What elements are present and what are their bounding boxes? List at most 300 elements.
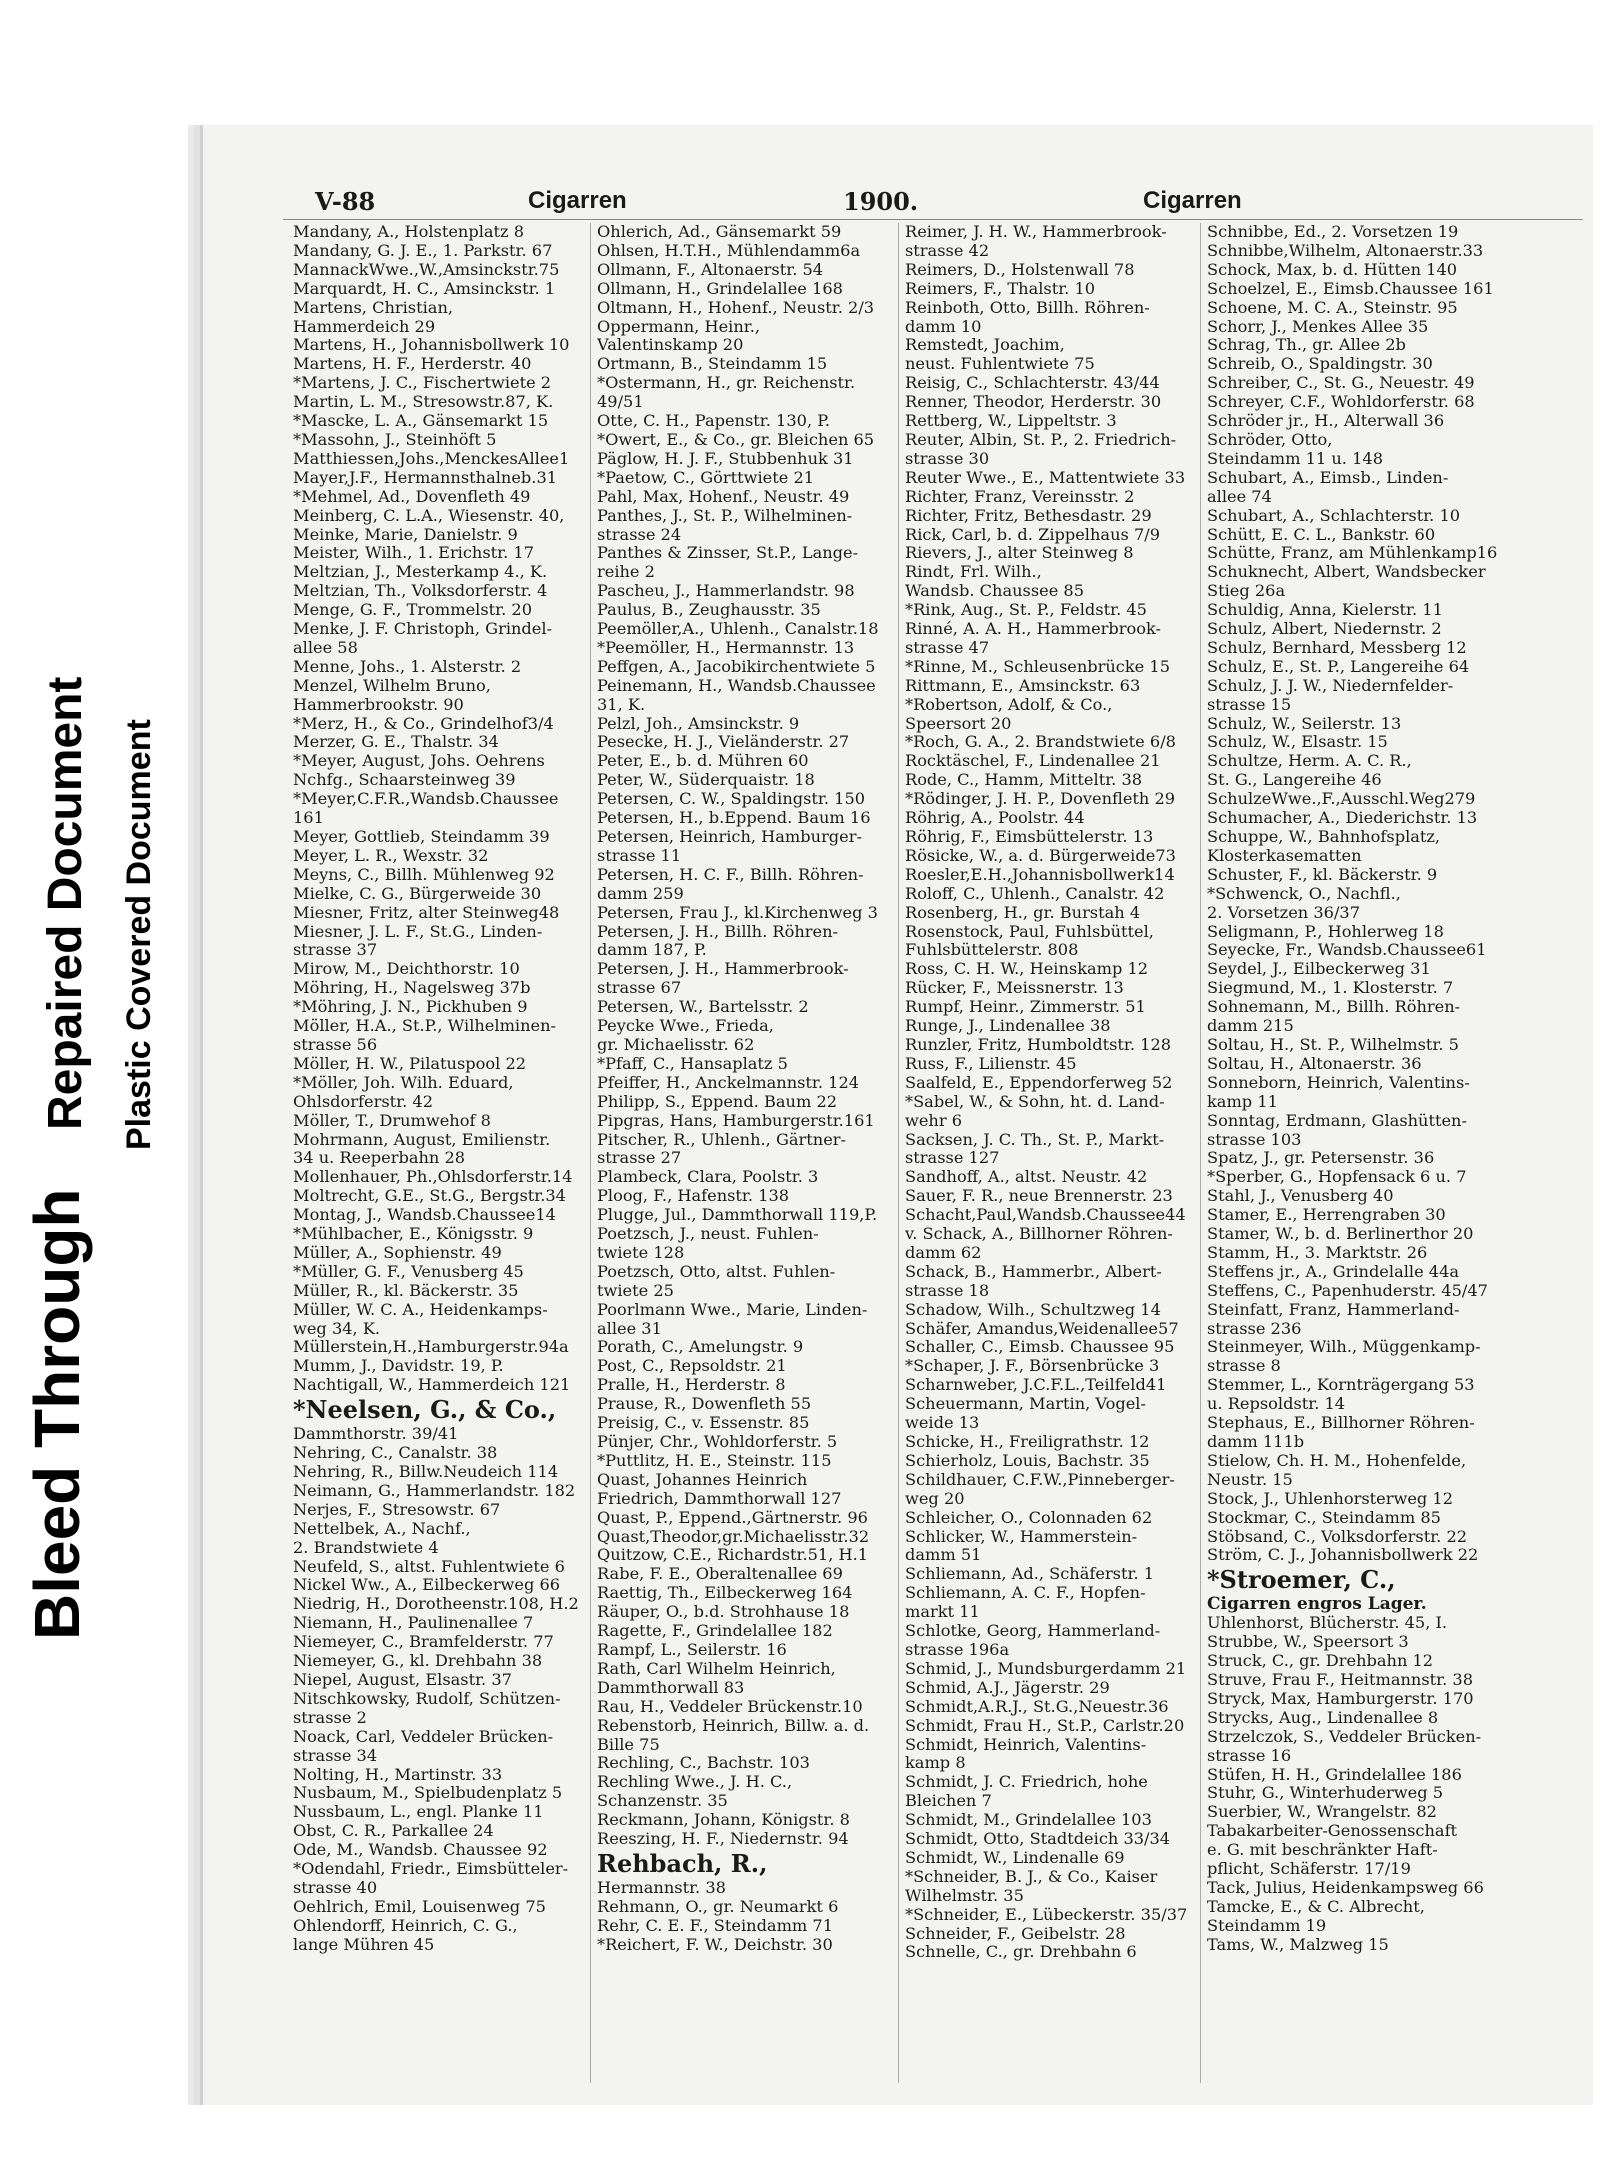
directory-entry: Ohlsen, H.T.H., Mühlendamm6a xyxy=(597,241,861,260)
column-4 xyxy=(1200,223,1507,2083)
directory-entry: Rittmann, E., Amsinckstr. 63 xyxy=(905,676,1141,695)
directory-entry: twiete 128 xyxy=(597,1243,685,1262)
directory-entry: Steffens, C., Papenhuderstr. 45/47 xyxy=(1207,1281,1488,1300)
directory-entry: Rode, C., Hamm, Mitteltr. 38 xyxy=(905,771,1143,790)
directory-entry: Stemmer, L., Kornträgergang 53 xyxy=(1207,1376,1475,1395)
directory-entry: Steinfatt, Franz, Hammerland- xyxy=(1207,1300,1460,1319)
bleed-through-label: Bleed Through xyxy=(21,1188,93,1640)
directory-entry: strasse 34 xyxy=(293,1746,378,1765)
directory-entry: Spatz, J., gr. Petersenstr. 36 xyxy=(1207,1149,1435,1168)
directory-entry: *Mehmel, Ad., Dovenfleth 49 xyxy=(293,487,531,506)
directory-entry: Richter, Franz, Vereinsstr. 2 xyxy=(905,487,1135,506)
directory-entry: Meltzian, Th., Volksdorferstr. 4 xyxy=(293,582,548,601)
directory-entry: Mirow, M., Deichthorstr. 10 xyxy=(293,960,520,979)
directory-entry: Stamm, H., 3. Marktstr. 26 xyxy=(1207,1243,1428,1262)
column-2 xyxy=(590,223,892,2083)
directory-entry: *Massohn, J., Steinhöft 5 xyxy=(293,430,497,449)
directory-entry: Tack, Julius, Heidenkampsweg 66 xyxy=(1207,1878,1484,1897)
directory-entry: *Sabel, W., & Sohn, ht. d. Land- xyxy=(905,1092,1165,1111)
directory-entry: damm 62 xyxy=(905,1243,982,1262)
plastic-covered-label: Plastic Covered Document xyxy=(120,719,158,1150)
directory-entry: Petersen, C. W., Spaldingstr. 150 xyxy=(597,790,866,809)
directory-entry: Schmidt, Frau H., St.P., Carlstr.20 xyxy=(905,1716,1185,1735)
directory-entry: strasse 37 xyxy=(293,941,378,960)
directory-entry: Schnibbe, Ed., 2. Vorsetzen 19 xyxy=(1207,223,1459,241)
repaired-document-label: Repaired Document xyxy=(39,676,92,1130)
directory-entry: Schnibbe,Wilhelm, Altonaerstr.33 xyxy=(1207,241,1484,260)
directory-entry: Seligmann, P., Hohlerweg 18 xyxy=(1207,922,1444,941)
directory-entry: Schmidt, W., Lindenalle 69 xyxy=(905,1848,1125,1867)
directory-entry: Rettberg, W., Lippeltstr. 3 xyxy=(905,412,1117,431)
directory-entry: Rebenstorb, Heinrich, Billw. a. d. xyxy=(597,1716,870,1735)
directory-entry: Nickel Ww., A., Eilbeckerweg 66 xyxy=(293,1576,561,1595)
directory-entry: Schorr, J., Menkes Allee 35 xyxy=(1207,317,1429,336)
directory-entry: Plugge, Jul., Dammthorwall 119,P. xyxy=(597,1206,878,1225)
directory-entry: SchulzeWwe.,F.,Ausschl.Weg279 xyxy=(1207,790,1476,809)
directory-entry: Müllerstein,H.,Hamburgerstr.94a xyxy=(293,1338,569,1357)
directory-entry: Pesecke, H. J., Vieländerstr. 27 xyxy=(597,733,850,752)
directory-entry: strasse 11 xyxy=(597,846,682,865)
directory-entry: Martin, L. M., Stresowstr.87, K. xyxy=(293,393,554,412)
directory-entry: Peter, E., b. d. Mühren 60 xyxy=(597,752,809,771)
directory-entry: Merzer, G. E., Thalstr. 34 xyxy=(293,733,499,752)
directory-entry: Rechling Wwe., J. H. C., xyxy=(597,1773,793,1792)
directory-entry: Petersen, H. C. F., Billh. Röhren- xyxy=(597,865,864,884)
directory-entry: Obst, C. R., Parkallee 24 xyxy=(293,1822,494,1841)
directory-entry: Dammthorwall 83 xyxy=(597,1678,745,1697)
directory-entry: Hammerdeich 29 xyxy=(293,317,436,336)
directory-entry: wehr 6 xyxy=(905,1111,963,1130)
directory-entry: Rath, Carl Wilhelm Heinrich, xyxy=(597,1659,836,1678)
directory-entry: Roesler,E.H.,Johannisbollwerk14 xyxy=(905,865,1175,884)
directory-entry: Niepel, August, Elsastr. 37 xyxy=(293,1670,512,1689)
directory-entry: *Mühlbacher, E., Königsstr. 9 xyxy=(293,1225,534,1244)
directory-columns xyxy=(283,223,1583,2083)
column-1 xyxy=(291,223,588,2083)
directory-entry: allee 58 xyxy=(293,638,358,657)
directory-entry: weide 13 xyxy=(905,1414,980,1433)
directory-entry: Nitschkowsky, Rudolf, Schützen- xyxy=(293,1689,561,1708)
directory-page xyxy=(200,125,1593,2105)
directory-entry: Möller, H.A., St.P., Wilhelminen- xyxy=(293,1017,556,1036)
directory-entry: Möller, T., Drumwehof 8 xyxy=(293,1111,491,1130)
directory-entry: Sonntag, Erdmann, Glashütten- xyxy=(1207,1111,1467,1130)
directory-entry: strasse 42 xyxy=(905,241,990,260)
directory-entry: Klosterkasematten xyxy=(1207,846,1362,865)
directory-entry: Reimers, D., Holstenwall 78 xyxy=(905,260,1135,279)
directory-entry: Martens, H., Johannisbollwerk 10 xyxy=(293,336,570,355)
directory-entry: Petersen, H., b.Eppend. Baum 16 xyxy=(597,809,871,828)
directory-entry: kamp 11 xyxy=(1207,1092,1278,1111)
directory-entry: gr. Michaelisstr. 62 xyxy=(597,1035,755,1054)
directory-entry: Müller, A., Sophienstr. 49 xyxy=(293,1243,502,1262)
directory-entry: Rumpf, Heinr., Zimmerstr. 51 xyxy=(905,998,1146,1017)
directory-entry: Preisig, C., v. Essenstr. 85 xyxy=(597,1414,810,1433)
directory-entry: Pahl, Max, Hohenf., Neustr. 49 xyxy=(597,487,850,506)
directory-entry: Rinné, A. A. H., Hammerbrook- xyxy=(905,620,1161,639)
directory-entry: Müller, W. C. A., Heidenkamps- xyxy=(293,1300,548,1319)
directory-entry: Seyecke, Fr., Wandsb.Chaussee61 xyxy=(1207,941,1487,960)
directory-entry: Schleicher, O., Colonnaden 62 xyxy=(905,1508,1153,1527)
directory-entry: Matthiessen,Johs.,MenckesAllee1 xyxy=(293,449,570,468)
directory-entry: 2. Brandstwiete 4 xyxy=(293,1538,439,1557)
directory-entry: *Müller, G. F., Venusberg 45 xyxy=(293,1262,524,1281)
category-right: Cigarren xyxy=(1143,187,1242,214)
directory-entry: Saalfeld, E., Eppendorferweg 52 xyxy=(905,1073,1173,1092)
directory-entry: Scharnweber, J.C.F.L.,Teilfeld41 xyxy=(905,1376,1167,1395)
directory-entry: strasse 24 xyxy=(597,525,682,544)
directory-entry: Nchfg., Schaarsteinweg 39 xyxy=(293,771,516,790)
directory-entry: Schubart, A., Schlachterstr. 10 xyxy=(1207,506,1461,525)
directory-entry: Remstedt, Joachim, xyxy=(905,336,1065,355)
directory-entry: Schubart, A., Eimsb., Linden- xyxy=(1207,468,1449,487)
directory-entry: Runge, J., Lindenallee 38 xyxy=(905,1017,1111,1036)
directory-entry: Reinboth, Otto, Billh. Röhren- xyxy=(905,298,1150,317)
directory-entry: Scheuermann, Martin, Vogel- xyxy=(905,1395,1146,1414)
directory-entry: 31, K. xyxy=(597,695,646,714)
directory-entry: *Schneider, B. J., & Co., Kaiser xyxy=(905,1867,1158,1886)
directory-entry: Ohlendorff, Heinrich, C. G., xyxy=(293,1916,518,1935)
directory-entry: Meinberg, C. L.A., Wiesenstr. 40, xyxy=(293,506,565,525)
directory-entry: Rosenstock, Paul, Fuhlsbüttel, xyxy=(905,922,1154,941)
directory-entry: Peinemann, H., Wandsb.Chaussee xyxy=(597,676,876,695)
directory-entry: Schütt, E. C. L., Bankstr. 60 xyxy=(1207,525,1436,544)
directory-entry: Otte, C. H., Papenstr. 130, P. xyxy=(597,412,830,431)
directory-entry: *Odendahl, Friedr., Eimsbütteler- xyxy=(293,1860,569,1879)
directory-entry: Ohlerich, Ad., Gänsemarkt 59 xyxy=(597,223,842,241)
directory-entry: Nehring, C., Canalstr. 38 xyxy=(293,1444,498,1463)
directory-entry: Mayer,J.F., Hermannsthalneb.31 xyxy=(293,468,558,487)
directory-entry: Stamer, W., b. d. Berlinerthor 20 xyxy=(1207,1225,1474,1244)
directory-entry: Reckmann, Johann, Königstr. 8 xyxy=(597,1811,850,1830)
directory-entry: Russ, F., Lilienstr. 45 xyxy=(905,1054,1077,1073)
directory-entry: Mollenhauer, Ph.,Ohlsdorferstr.14 xyxy=(293,1168,573,1187)
directory-entry: Reisig, C., Schlachterstr. 43/44 xyxy=(905,374,1160,393)
directory-entry: Petersen, W., Bartelsstr. 2 xyxy=(597,998,809,1017)
directory-entry: Roloff, C., Uhlenh., Canalstr. 42 xyxy=(905,884,1165,903)
directory-entry: Peycke Wwe., Frieda, xyxy=(597,1017,774,1036)
directory-entry: Moltrecht, G.E., St.G., Bergstr.34 xyxy=(293,1187,566,1206)
directory-entry: *Rinne, M., Schleusenbrücke 15 xyxy=(905,657,1170,676)
directory-entry: MannackWwe.,W.,Amsinckstr.75 xyxy=(293,260,560,279)
directory-entry: Schneider, F., Geibelstr. 28 xyxy=(905,1924,1126,1943)
directory-entry: Schulz, W., Seilerstr. 13 xyxy=(1207,714,1402,733)
directory-entry: *Sperber, G., Hopfensack 6 u. 7 xyxy=(1207,1168,1467,1187)
directory-entry: *Martens, J. C., Fischertwiete 2 xyxy=(293,374,552,393)
directory-entry: Nerjes, F., Stresowstr. 67 xyxy=(293,1500,501,1519)
directory-entry: Schmid, A.J., Jägerstr. 29 xyxy=(905,1678,1110,1697)
directory-entry: strasse 15 xyxy=(1207,695,1292,714)
directory-entry: damm 259 xyxy=(597,884,684,903)
directory-entry: Schultze, Herm. A. C. R., xyxy=(1207,752,1412,771)
directory-entry: Schmid, J., Mundsburgerdamm 21 xyxy=(905,1659,1187,1678)
directory-entry: Stüfen, H. H., Grindelallee 186 xyxy=(1207,1765,1462,1784)
directory-entry: e. G. mit beschränkter Haft- xyxy=(1207,1841,1438,1860)
directory-entry: Pünjer, Chr., Wohldorferstr. 5 xyxy=(597,1433,838,1451)
scan-annotation-sidebar xyxy=(0,0,180,2177)
directory-entry: lange Mühren 45 xyxy=(293,1935,435,1954)
directory-entry: Meyns, C., Billh. Mühlenweg 92 xyxy=(293,865,555,884)
directory-entry: Neustr. 15 xyxy=(1207,1470,1293,1489)
directory-entry: Schmidt, J. C. Friedrich, hohe xyxy=(905,1773,1148,1792)
directory-entry: Schütte, Franz, am Mühlenkamp16 xyxy=(1207,544,1498,563)
directory-entry: strasse 8 xyxy=(1207,1357,1281,1376)
directory-entry: Sauer, F. R., neue Brennerstr. 23 xyxy=(905,1187,1173,1206)
directory-entry: Mandany, G. J. E., 1. Parkstr. 67 xyxy=(293,241,553,260)
directory-entry: Panthes, J., St. P., Wilhelminen- xyxy=(597,506,853,525)
directory-entry: Röhrig, F., Eimsbüttelerstr. 13 xyxy=(905,828,1154,846)
directory-entry: Pitscher, R., Uhlenh., Gärtner- xyxy=(597,1130,846,1149)
directory-entry: Montag, J., Wandsb.Chaussee14 xyxy=(293,1206,556,1225)
directory-entry: Menzel, Wilhelm Bruno, xyxy=(293,676,491,695)
directory-entry: Schmidt,A.R.J., St.G.,Neuestr.36 xyxy=(905,1697,1169,1716)
directory-entry: Strzelczok, S., Veddeler Brücken- xyxy=(1207,1727,1482,1746)
directory-entry: *Merz, H., & Co., Grindelhof3/4 xyxy=(293,714,554,733)
directory-entry: Schulz, E., St. P., Langereihe 64 xyxy=(1207,657,1470,676)
directory-entry: Reuter Wwe., E., Mattentwiete 33 xyxy=(905,468,1186,487)
directory-entry: strasse 30 xyxy=(905,449,990,468)
directory-entry: damm 111b xyxy=(1207,1433,1305,1451)
directory-entry: Stamer, E., Herrengraben 30 xyxy=(1207,1206,1446,1225)
directory-entry: Schröder jr., H., Alterwall 36 xyxy=(1207,412,1445,431)
directory-entry: Schulz, W., Elsastr. 15 xyxy=(1207,733,1388,752)
directory-entry: Rehr, C. E. F., Steindamm 71 xyxy=(597,1916,834,1935)
directory-entry: Quast, Johannes Heinrich xyxy=(597,1470,808,1489)
directory-entry: Rösicke, W., a. d. Bürgerweide73 xyxy=(905,846,1176,865)
directory-entry: Schoene, M. C. A., Steinstr. 95 xyxy=(1207,298,1458,317)
directory-entry: damm 215 xyxy=(1207,1017,1294,1036)
directory-entry: Rampf, L., Seilerstr. 16 xyxy=(597,1640,787,1659)
directory-entry: Mandany, A., Holstenplatz 8 xyxy=(293,223,525,241)
directory-entry: Schreiber, C., St. G., Neuestr. 49 xyxy=(1207,374,1475,393)
directory-entry: allee 31 xyxy=(597,1319,662,1338)
directory-entry: *Owert, E., & Co., gr. Bleichen 65 xyxy=(597,430,875,449)
directory-entry: Stieg 26a xyxy=(1207,582,1286,601)
directory-entry: strasse 56 xyxy=(293,1035,378,1054)
directory-entry: Schröder, Otto, xyxy=(1207,430,1333,449)
directory-entry: Steindamm 19 xyxy=(1207,1916,1327,1935)
directory-entry: Valentinskamp 20 xyxy=(597,336,744,355)
directory-entry: Steinmeyer, Wilh., Müggenkamp- xyxy=(1207,1338,1481,1357)
directory-entry: Ode, M., Wandsb. Chaussee 92 xyxy=(293,1841,548,1860)
directory-entry: Struck, C., gr. Drehbahn 12 xyxy=(1207,1652,1434,1671)
directory-entry: Suerbier, W., Wrangelstr. 82 xyxy=(1207,1803,1437,1822)
page-header xyxy=(283,183,1583,220)
directory-entry: Schulz, Albert, Niedernstr. 2 xyxy=(1207,620,1442,639)
directory-entry: Stielow, Ch. H. M., Hohenfelde, xyxy=(1207,1451,1467,1470)
directory-entry: strasse 18 xyxy=(905,1281,990,1300)
directory-entry: markt 11 xyxy=(905,1603,980,1622)
directory-entry: Rau, H., Veddeler Brückenstr.10 xyxy=(597,1697,863,1716)
directory-entry: Rocktäschel, F., Lindenallee 21 xyxy=(905,752,1161,771)
directory-entry: damm 51 xyxy=(905,1546,982,1565)
directory-entry: Menne, Johs., 1. Alsterstr. 2 xyxy=(293,657,522,676)
directory-entry: Plambeck, Clara, Poolstr. 3 xyxy=(597,1168,819,1187)
directory-entry: *Möller, Joh. Wilh. Eduard, xyxy=(293,1073,514,1092)
column-3 xyxy=(898,223,1200,2083)
directory-entry: 34 u. Reeperbahn 28 xyxy=(293,1149,466,1168)
directory-entry: Ragette, F., Grindelallee 182 xyxy=(597,1622,833,1641)
directory-entry: Stahl, J., Venusberg 40 xyxy=(1207,1187,1394,1206)
directory-entry: Schulz, Bernhard, Messberg 12 xyxy=(1207,638,1467,657)
directory-entry: Cigarren engros Lager. xyxy=(1207,1595,1427,1615)
directory-entry: Poetzsch, Otto, altst. Fuhlen- xyxy=(597,1262,836,1281)
directory-entry: Sohnemann, M., Billh. Röhren- xyxy=(1207,998,1461,1017)
directory-entry: Schliemann, A. C. F., Hopfen- xyxy=(905,1584,1146,1603)
directory-entry: Schaller, C., Eimsb. Chaussee 95 xyxy=(905,1338,1175,1357)
directory-entry: Pfeiffer, H., Anckelmannstr. 124 xyxy=(597,1073,860,1092)
directory-entry: Räuper, O., b.d. Strohhause 18 xyxy=(597,1603,850,1622)
directory-entry: Uhlenhorst, Blücherstr. 45, I. xyxy=(1207,1614,1448,1633)
directory-entry: Friedrich, Dammthorwall 127 xyxy=(597,1489,842,1508)
directory-entry: Peter, W., Süderquaistr. 18 xyxy=(597,771,815,790)
directory-entry: strasse 16 xyxy=(1207,1746,1292,1765)
directory-entry: neust. Fuhlentwiete 75 xyxy=(905,355,1095,374)
directory-entry: St. G., Langereihe 46 xyxy=(1207,771,1382,790)
directory-entry: Nusbaum, M., Spielbudenplatz 5 xyxy=(293,1784,563,1803)
directory-entry: Petersen, J. H., Hammerbrook- xyxy=(597,960,849,979)
directory-entry: Schlotke, Georg, Hammerland- xyxy=(905,1622,1161,1641)
directory-entry: Oltmann, H., Hohenf., Neustr. 2/3 xyxy=(597,298,875,317)
directory-entry: Stephaus, E., Billhorner Röhren- xyxy=(1207,1414,1475,1433)
directory-entry: *Puttlitz, H. E., Steinstr. 115 xyxy=(597,1451,832,1470)
directory-entry: Rehmann, O., gr. Neumarkt 6 xyxy=(597,1897,839,1916)
directory-entry: Nussbaum, L., engl. Planke 11 xyxy=(293,1803,544,1822)
directory-entry: damm 187, P. xyxy=(597,941,707,960)
directory-entry: Oehlrich, Emil, Louisenweg 75 xyxy=(293,1897,546,1916)
directory-entry: Meyer, Gottlieb, Steindamm 39 xyxy=(293,828,550,846)
directory-entry: Rievers, J., alter Steinweg 8 xyxy=(905,544,1134,563)
directory-entry: Poetzsch, J., neust. Fuhlen- xyxy=(597,1225,819,1244)
page-number: V-88 xyxy=(315,187,376,216)
directory-entry: Reeszing, H. F., Niedernstr. 94 xyxy=(597,1830,849,1849)
directory-entry: Mohrmann, August, Emilienstr. xyxy=(293,1130,551,1149)
directory-entry: Porath, C., Amelungstr. 9 xyxy=(597,1338,804,1357)
directory-entry: Martens, H. F., Herderstr. 40 xyxy=(293,355,532,374)
directory-entry: Marquardt, H. C., Amsinckstr. 1 xyxy=(293,279,556,298)
directory-entry: Neufeld, S., altst. Fuhlentwiete 6 xyxy=(293,1557,565,1576)
directory-entry: *Stroemer, C., xyxy=(1207,1565,1396,1595)
directory-entry: Meister, Wilh., 1. Erichstr. 17 xyxy=(293,544,535,563)
directory-entry: Wandsb. Chaussee 85 xyxy=(905,582,1085,601)
directory-entry: Mielke, C. G., Bürgerweide 30 xyxy=(293,884,542,903)
directory-entry: Meltzian, J., Mesterkamp 4., K. xyxy=(293,563,548,582)
directory-entry: Menge, G. F., Trommelstr. 20 xyxy=(293,601,532,620)
directory-entry: weg 34, K. xyxy=(293,1319,381,1338)
directory-entry: *Reichert, F. W., Deichstr. 30 xyxy=(597,1935,833,1954)
directory-entry: kamp 8 xyxy=(905,1754,966,1773)
directory-entry: Niemann, H., Paulinenallee 7 xyxy=(293,1614,534,1633)
directory-entry: Möller, H. W., Pilatuspool 22 xyxy=(293,1054,527,1073)
directory-entry: Pralle, H., Herderstr. 8 xyxy=(597,1376,786,1395)
directory-entry: *Möhring, J. N., Pickhuben 9 xyxy=(293,998,528,1017)
directory-entry: Schierholz, Louis, Bachstr. 35 xyxy=(905,1451,1150,1470)
directory-entry: Schuppe, W., Bahnhofsplatz, xyxy=(1207,828,1441,846)
directory-entry: Poorlmann Wwe., Marie, Linden- xyxy=(597,1300,868,1319)
directory-entry: weg 20 xyxy=(905,1489,965,1508)
directory-entry: strasse 67 xyxy=(597,979,682,998)
directory-entry: Paulus, B., Zeughausstr. 35 xyxy=(597,601,821,620)
directory-entry: Schuster, F., kl. Bäckerstr. 9 xyxy=(1207,865,1438,884)
directory-entry: Ström, C. J., Johannisbollwerk 22 xyxy=(1207,1546,1479,1565)
directory-entry: Schliemann, Ad., Schäferstr. 1 xyxy=(905,1565,1155,1584)
directory-entry: *Pfaff, C., Hansaplatz 5 xyxy=(597,1054,788,1073)
directory-entry: Schacht,Paul,Wandsb.Chaussee44 xyxy=(905,1206,1186,1225)
directory-entry: Rosenberg, H., gr. Burstah 4 xyxy=(905,903,1141,922)
directory-entry: Prause, R., Dowenfleth 55 xyxy=(597,1395,812,1414)
directory-entry: *Meyer, August, Johs. Oehrens xyxy=(293,752,545,771)
directory-entry: Steindamm 11 u. 148 xyxy=(1207,449,1383,468)
directory-entry: Oppermann, Heinr., xyxy=(597,317,761,336)
directory-entry: Soltau, H., St. P., Wilhelmstr. 5 xyxy=(1207,1035,1459,1054)
directory-entry: Rabe, F. E., Oberaltenallee 69 xyxy=(597,1565,843,1584)
directory-entry: Schack, B., Hammerbr., Albert- xyxy=(905,1262,1162,1281)
page-content xyxy=(283,183,1583,2083)
directory-entry: Nolting, H., Martinstr. 33 xyxy=(293,1765,503,1784)
directory-entry: Tabakarbeiter-Genossenschaft xyxy=(1207,1822,1458,1841)
directory-entry: damm 10 xyxy=(905,317,982,336)
directory-entry: Pipgras, Hans, Hamburgerstr.161 xyxy=(597,1111,875,1130)
directory-entry: Reuter, Albin, St. P., 2. Friedrich- xyxy=(905,430,1177,449)
directory-entry: *Mascke, L. A., Gänsemarkt 15 xyxy=(293,412,549,431)
directory-entry: Pascheu, J., Hammerlandstr. 98 xyxy=(597,582,855,601)
directory-entry: Rick, Carl, b. d. Zippelhaus 7/9 xyxy=(905,525,1160,544)
directory-entry: Quast, P., Eppend.,Gärtnerstr. 96 xyxy=(597,1508,868,1527)
directory-entry: strasse 47 xyxy=(905,638,990,657)
directory-entry: Mumm, J., Davidstr. 19, P. xyxy=(293,1357,504,1376)
directory-entry: Schreyer, C.F., Wohldorferstr. 68 xyxy=(1207,393,1475,412)
directory-entry: Miesner, J. L. F., St.G., Linden- xyxy=(293,922,543,941)
directory-entry: Schlicker, W., Hammerstein- xyxy=(905,1527,1138,1546)
directory-entry: Fuhlsbüttelerstr. 808 xyxy=(905,941,1079,960)
directory-entry: *Schneider, E., Lübeckerstr. 35/37 xyxy=(905,1905,1188,1924)
directory-entry: Meinke, Marie, Danielstr. 9 xyxy=(293,525,518,544)
directory-entry: Neimann, G., Hammerlandstr. 182 xyxy=(293,1481,576,1500)
directory-entry: Siegmund, M., 1. Klosterstr. 7 xyxy=(1207,979,1454,998)
directory-entry: strasse 40 xyxy=(293,1878,378,1897)
directory-entry: u. Repsoldstr. 14 xyxy=(1207,1395,1346,1414)
directory-entry: Petersen, J. H., Billh. Röhren- xyxy=(597,922,838,941)
directory-entry: *Rödinger, J. H. P., Dovenfleth 29 xyxy=(905,790,1176,809)
directory-entry: Tamcke, E., & C. Albrecht, xyxy=(1207,1897,1425,1916)
directory-entry: Reimers, F., Thalstr. 10 xyxy=(905,279,1096,298)
directory-entry: Richter, Fritz, Bethesdastr. 29 xyxy=(905,506,1152,525)
directory-entry: Niedrig, H., Dorotheenstr.108, H.2 xyxy=(293,1595,579,1614)
directory-entry: Miesner, Fritz, alter Steinweg48 xyxy=(293,903,560,922)
directory-entry: *Roch, G. A., 2. Brandstwiete 6/8 xyxy=(905,733,1176,752)
directory-entry: Menke, J. F. Christoph, Grindel- xyxy=(293,620,553,639)
directory-entry: Nettelbek, A., Nachf., xyxy=(293,1519,471,1538)
directory-entry: *Schwenck, O., Nachfl., xyxy=(1207,884,1401,903)
directory-entry: Schnelle, C., gr. Drehbahn 6 xyxy=(905,1943,1137,1962)
directory-entry: 2. Vorsetzen 36/37 xyxy=(1207,903,1360,922)
directory-entry: *Rink, Aug., St. P., Feldstr. 45 xyxy=(905,601,1147,620)
directory-entry: *Peemöller, H., Hermannstr. 13 xyxy=(597,638,855,657)
directory-entry: Röhrig, A., Poolstr. 44 xyxy=(905,809,1085,828)
directory-entry: Post, C., Repsoldstr. 21 xyxy=(597,1357,787,1376)
directory-entry: strasse 27 xyxy=(597,1149,682,1168)
directory-entry: *Ostermann, H., gr. Reichenstr. xyxy=(597,374,856,393)
directory-entry: Hammerbrookstr. 90 xyxy=(293,695,464,714)
directory-entry: Hermannstr. 38 xyxy=(597,1878,726,1897)
directory-entry: Sacksen, J. C. Th., St. P., Markt- xyxy=(905,1130,1165,1149)
directory-entry: Niemeyer, G., kl. Drehbahn 38 xyxy=(293,1652,543,1671)
directory-entry: Schadow, Wilh., Schultzweg 14 xyxy=(905,1300,1161,1319)
directory-entry: Tams, W., Malzweg 15 xyxy=(1207,1935,1389,1954)
directory-entry: Quast,Theodor,gr.Michaelisstr.32 xyxy=(597,1527,870,1546)
category-left: Cigarren xyxy=(528,187,627,214)
directory-entry: strasse 2 xyxy=(293,1708,367,1727)
